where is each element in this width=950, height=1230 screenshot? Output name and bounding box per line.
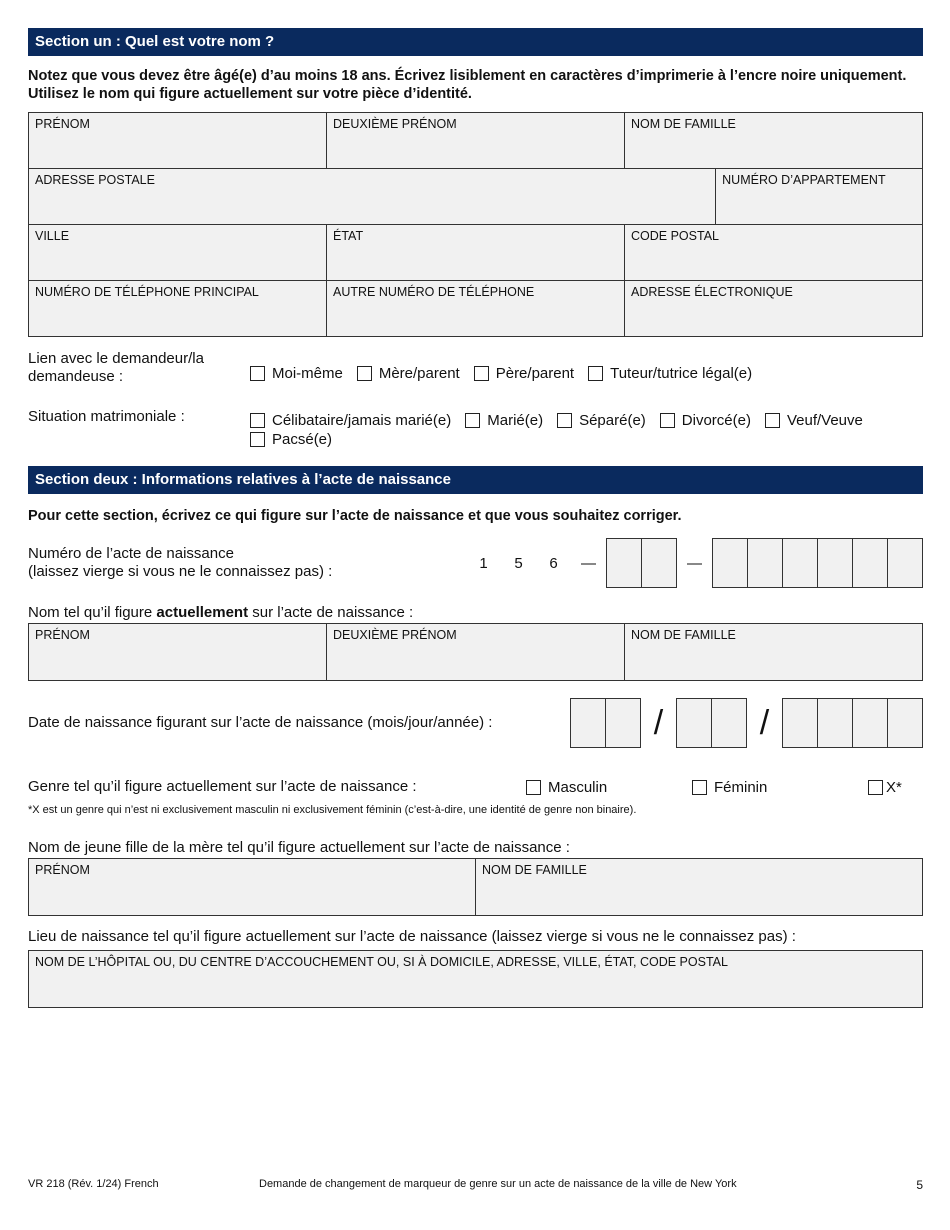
birthplace-grid — [28, 950, 923, 1008]
checkbox-icon — [557, 413, 572, 428]
postal-address-field[interactable]: ADRESSE POSTALE — [29, 169, 716, 224]
last-name-field[interactable]: NOM DE FAMILLE — [625, 113, 922, 168]
birthplace-label: Lieu de naissance tel qu’il figure actuellement sur l’acte de naissance (laissez vierge si vous ne le connaissez pas) : — [28, 928, 796, 945]
city-field[interactable]: VILLE — [29, 225, 327, 280]
dob-month-boxes — [570, 698, 641, 748]
checkbox-icon — [250, 366, 265, 381]
cert-year-boxes — [606, 538, 677, 588]
cert-first-name-field[interactable]: PRÉNOM — [29, 624, 327, 680]
cert-middle-name-field[interactable]: DEUXIÈME PRÉNOM — [327, 624, 625, 680]
primary-phone-field[interactable]: NUMÉRO DE TÉLÉPHONE PRINCIPAL — [29, 281, 327, 336]
marital-separated-checkbox[interactable]: Séparé(e) — [557, 412, 646, 429]
relation-self-checkbox[interactable]: Moi-même — [250, 365, 343, 382]
digit-box[interactable] — [852, 698, 887, 748]
section-two-header: Section deux : Informations relatives à l’acte de naissance — [28, 466, 923, 494]
cert-number-row — [28, 538, 923, 588]
gender-female-checkbox[interactable]: Féminin — [692, 779, 868, 796]
checkbox-icon — [250, 413, 265, 428]
middle-name-field[interactable]: DEUXIÈME PRÉNOM — [327, 113, 625, 168]
digit-box[interactable] — [676, 698, 711, 748]
gender-x-checkbox[interactable]: X* — [868, 779, 902, 796]
page-number: 5 — [916, 1178, 923, 1192]
checkbox-icon — [474, 366, 489, 381]
section-one-header: Section un : Quel est votre nom ? — [28, 28, 923, 56]
marital-label: Situation matrimoniale : — [28, 408, 185, 425]
cert-last-name-field[interactable]: NOM DE FAMILLE — [625, 624, 922, 680]
marital-single-checkbox[interactable]: Célibataire/jamais marié(e) — [250, 412, 451, 429]
date-separator: / — [759, 703, 770, 742]
relation-guardian-checkbox[interactable]: Tuteur/tutrice légal(e) — [588, 365, 752, 382]
checkbox-icon — [765, 413, 780, 428]
other-phone-field[interactable]: AUTRE NUMÉRO DE TÉLÉPHONE — [327, 281, 625, 336]
cert-serial-boxes — [712, 538, 923, 588]
digit-box[interactable] — [712, 538, 747, 588]
section-two-note: Pour cette section, écrivez ce qui figure sur l’acte de naissance et que vous souhaitez corriger. — [28, 508, 682, 524]
relation-label: Lien avec le demandeur/la demandeuse : — [28, 350, 204, 385]
digit-box[interactable] — [887, 698, 922, 748]
gender-row — [28, 778, 923, 796]
cert-prefix-digit: 1 — [479, 554, 488, 572]
checkbox-icon — [465, 413, 480, 428]
form-page — [28, 28, 923, 1008]
first-name-field[interactable]: PRÉNOM — [29, 113, 327, 168]
dob-row — [28, 698, 923, 748]
date-separator: / — [653, 703, 664, 742]
digit-box[interactable] — [817, 698, 852, 748]
relation-father-checkbox[interactable]: Père/parent — [474, 365, 574, 382]
mother-last-name-field[interactable]: NOM DE FAMILLE — [476, 859, 922, 915]
birthplace-field[interactable]: NOM DE L’HÔPITAL OU, DU CENTRE D’ACCOUCHEMENT OU, SI À DOMICILE, ADRESSE, VILLE, ÉTAT, CODE POSTAL — [29, 951, 922, 1007]
section-one-note: Notez que vous devez être âgé(e) d’au moins 18 ans. Écrivez lisiblement en caractères d’imprimerie à l’encre noire uniquement. Utilisez le nom qui figure actuellement sur votre pièce d’identité. — [28, 68, 907, 102]
dob-label: Date de naissance figurant sur l’acte de naissance (mois/jour/année) : — [28, 714, 493, 731]
form-title: Demande de changement de marqueur de genre sur un acte de naissance de la ville de New York — [259, 1178, 737, 1190]
gender-male-checkbox[interactable]: Masculin — [526, 779, 692, 796]
digit-box[interactable] — [747, 538, 782, 588]
relation-mother-checkbox[interactable]: Mère/parent — [357, 365, 460, 382]
digit-box[interactable] — [641, 538, 676, 588]
checkbox-icon — [692, 780, 707, 795]
digit-box[interactable] — [570, 698, 605, 748]
mother-name-grid — [28, 858, 923, 916]
marital-pacs-checkbox[interactable]: Pacsé(e) — [250, 431, 332, 448]
form-id: VR 218 (Rév. 1/24) French — [28, 1178, 159, 1190]
dob-day-boxes — [676, 698, 747, 748]
zip-code-field[interactable]: CODE POSTAL — [625, 225, 922, 280]
marital-divorced-checkbox[interactable]: Divorcé(e) — [660, 412, 751, 429]
marital-row — [28, 408, 923, 448]
dob-year-boxes — [782, 698, 923, 748]
apartment-number-field[interactable]: NUMÉRO D’APPARTEMENT — [716, 169, 922, 224]
digit-box[interactable] — [605, 698, 640, 748]
checkbox-icon — [357, 366, 372, 381]
cert-prefix-digit: 5 — [514, 554, 523, 572]
digit-box[interactable] — [711, 698, 746, 748]
digit-box[interactable] — [887, 538, 922, 588]
relation-row — [28, 350, 923, 386]
checkbox-icon — [588, 366, 603, 381]
digit-box[interactable] — [606, 538, 641, 588]
checkbox-icon — [250, 432, 265, 447]
email-field[interactable]: ADRESSE ÉLECTRONIQUE — [625, 281, 922, 336]
checkbox-icon — [660, 413, 675, 428]
checkbox-icon — [526, 780, 541, 795]
state-field[interactable]: ÉTAT — [327, 225, 625, 280]
digit-box[interactable] — [782, 698, 817, 748]
gender-footnote: *X est un genre qui n’est ni exclusivement masculin ni exclusivement féminin (c’est-à-dire, une identité de genre non binaire). — [28, 804, 637, 816]
cert-name-label: Nom tel qu’il figure actuellement sur l’acte de naissance : — [28, 604, 414, 621]
dob-input — [570, 698, 923, 748]
digit-box[interactable] — [852, 538, 887, 588]
digit-box[interactable] — [817, 538, 852, 588]
cert-number-label: Numéro de l’acte de naissance (laissez vierge si vous ne le connaissez pas) : — [28, 545, 333, 580]
cert-name-grid — [28, 623, 923, 681]
mother-name-label: Nom de jeune fille de la mère tel qu’il figure actuellement sur l’acte de naissance : — [28, 839, 570, 856]
cert-prefix-digit: 6 — [549, 554, 558, 572]
digit-box[interactable] — [782, 538, 817, 588]
cert-number-input — [466, 538, 923, 588]
gender-label: Genre tel qu’il figure actuellement sur l’acte de naissance : — [28, 778, 417, 795]
cert-dash: — — [687, 554, 702, 572]
cert-dash: — — [581, 554, 596, 572]
marital-married-checkbox[interactable]: Marié(e) — [465, 412, 543, 429]
checkbox-icon — [868, 780, 883, 795]
identity-grid — [28, 112, 923, 337]
marital-widowed-checkbox[interactable]: Veuf/Veuve — [765, 412, 863, 429]
mother-first-name-field[interactable]: PRÉNOM — [29, 859, 476, 915]
